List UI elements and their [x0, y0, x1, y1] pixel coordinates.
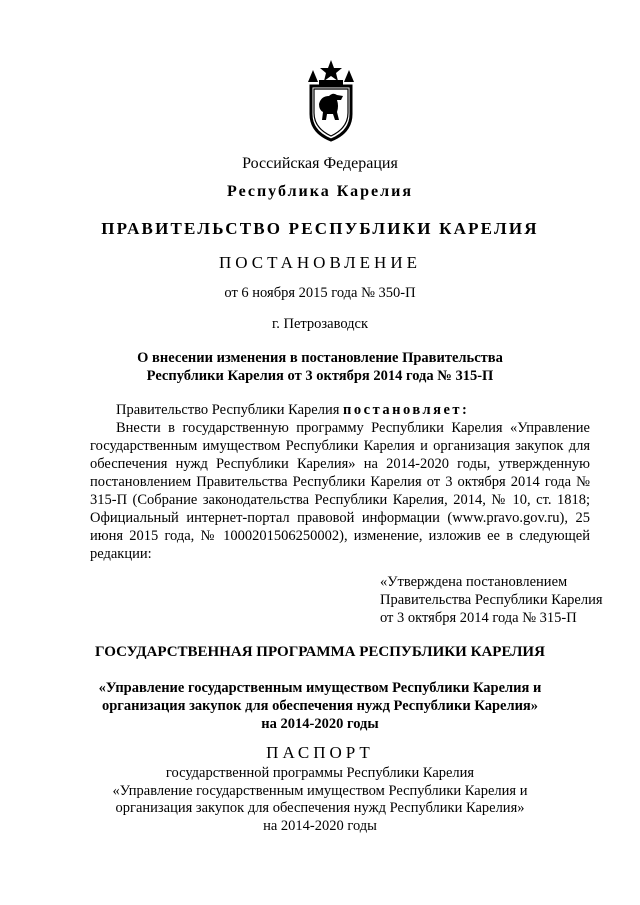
passport-line: на 2014-2020 годы: [263, 817, 377, 834]
approval-line: «Утверждена постановлением: [380, 574, 568, 590]
country-name: Российская Федерация: [242, 155, 398, 172]
passport-line: организация закупок для обеспечения нужд Республики Карелия»: [115, 800, 525, 816]
program-name-line: на 2014-2020 годы: [261, 716, 379, 732]
resolution-paragraph: Внести в государственную программу Республики Карелия «Управление государственным имуществом Республики Карелия и организация закупок для обеспечения нужд Республики Карелия» на 2014-2020 годы, утвержденную постановлением Правительства Республики Карелия от 3 октября 2014 года № 315-П (Собрание законодательства Республики Карелия, 2014, № 10, ст. 1818; Официальный интернет-портал правовой информации (www.pravo.gov.ru), 25 июня 2015 года, № 1000201506250002), изменение, изложив ее в следующей редакции:: [90, 420, 590, 562]
republic-of-karelia-coat-of-arms-icon: [299, 58, 363, 142]
program-title: ГОСУДАРСТВЕННАЯ ПРОГРАММА РЕСПУБЛИКИ КАРЕЛИЯ: [95, 644, 545, 660]
passport-subtitle: [0, 765, 640, 835]
approval-line: Правительства Республики Карелия: [380, 592, 603, 608]
document-subject: [0, 349, 640, 385]
document-type: ПОСТАНОВЛЕНИЕ: [218, 253, 421, 272]
approval-line: от 3 октября 2014 года № 315-П: [380, 610, 577, 626]
subject-line: О внесении изменения в постановление Правительства: [137, 350, 503, 366]
government-title: ПРАВИТЕЛЬСТВО РЕСПУБЛИКИ КАРЕЛИЯ: [101, 219, 539, 238]
approval-stamp-text: [380, 573, 620, 627]
program-name-line: «Управление государственным имуществом Республики Карелия и: [98, 680, 542, 696]
intro-verb: постановляет:: [343, 402, 470, 418]
intro-prefix: Правительство Республики Карелия: [116, 402, 344, 418]
document-date-number: от 6 ноября 2015 года № 350-П: [224, 285, 416, 301]
program-name-line: организация закупок для обеспечения нужд Республики Карелия»: [101, 698, 539, 714]
passport-title: ПАСПОРТ: [266, 743, 374, 762]
passport-line: государственной программы Республики Карелия: [165, 765, 475, 781]
resolution-intro: [90, 401, 590, 419]
program-name: [0, 679, 640, 733]
passport-line: «Управление государственным имуществом Республики Карелия и: [112, 782, 528, 799]
republic-name: Республика Карелия: [227, 183, 413, 200]
document-city: г. Петрозаводск: [271, 316, 369, 332]
subject-line: Республики Карелия от 3 октября 2014 года № 315-П: [146, 368, 494, 384]
